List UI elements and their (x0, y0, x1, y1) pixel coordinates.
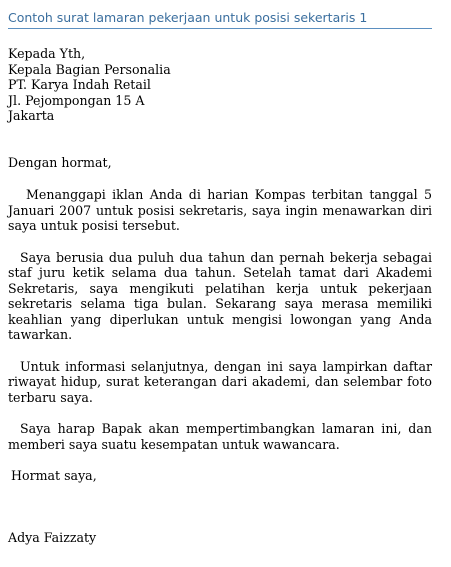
greeting: Dengan hormat, (8, 154, 112, 170)
signature-name: Adya Faizzaty (8, 529, 97, 545)
recipient-address (8, 46, 432, 124)
letter-body (8, 46, 432, 545)
address-line: Kepala Bagian Personalia (8, 61, 171, 77)
paragraph-intro: Menanggapi iklan Anda di harian Kompas terbitan tanggal 5 Januari 2007 untuk posisi sekretaris, saya ingin menawarkan diri saya untuk posisi tersebut. (8, 187, 432, 233)
address-line: PT. Karya Indah Retail (8, 77, 151, 92)
page-title: Contoh surat lamaran pekerjaan untuk posisi sekertaris 1 (8, 10, 432, 29)
closing: Hormat saya, (11, 468, 97, 483)
paragraph-attachments: Untuk informasi selanjutnya, dengan ini saya lampirkan daftar riwayat hidup, surat keterangan dari akademi, dan selembar foto terbaru saya. (8, 358, 432, 405)
address-line: Jakarta (8, 108, 55, 123)
address-line: Kepada Yth, (8, 46, 86, 61)
paragraph-request: Saya harap Bapak akan mempertimbangkan lamaran ini, dan memberi saya suatu kesempatan untuk wawancara. (8, 421, 432, 452)
paragraph-experience: Saya berusia dua puluh dua tahun dan pernah bekerja sebagai staf juru ketik selama dua tahun. Setelah tamat dari Akademi Sekretaris, saya mengikuti pelatihan kerja untuk pekerjaan sekretaris selama tiga bulan. Sekarang saya merasa memiliki keahlian yang diperlukan untuk mengisi lowongan yang Anda tawarkan. (8, 249, 432, 342)
address-line: Jl. Pejompongan 15 A (8, 92, 145, 108)
